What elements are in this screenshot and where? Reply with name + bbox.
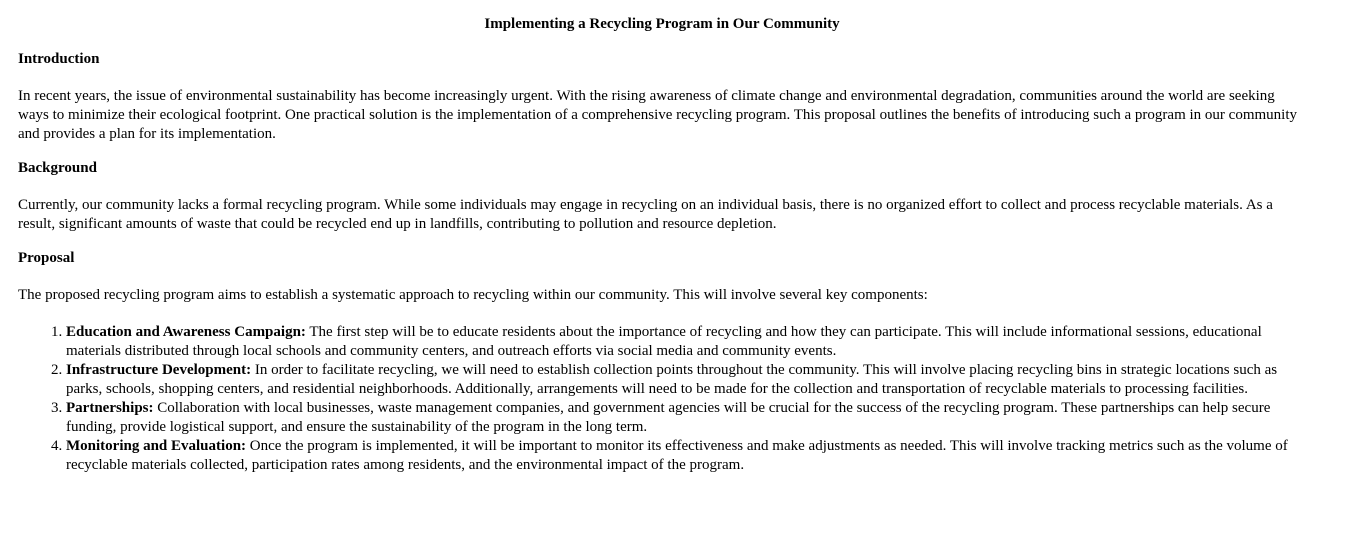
proposal-heading: Proposal bbox=[18, 250, 75, 266]
list-item-text: In order to facilitate recycling, we will need to establish collection points throughout the community. This will involve placing recycling bins in strategic locations such as parks, schools, shopping centers, and residential neighborhoods. Additionally, arrangements will need to be made for the collection and transportation of recyclable materials to processing facilities. bbox=[66, 362, 1278, 397]
background-heading: Background bbox=[18, 160, 97, 176]
proposal-components-list bbox=[18, 323, 1306, 475]
list-item-title: Education and Awareness Campaign: bbox=[66, 324, 306, 340]
list-item bbox=[66, 361, 1306, 399]
list-item-title: Infrastructure Development: bbox=[66, 362, 252, 378]
list-item-text: Collaboration with local businesses, waste management companies, and government agencies will be crucial for the success of the recycling program. These partnerships can help secure funding, provide logistical support, and ensure the sustainability of the program in the long term. bbox=[66, 400, 1271, 435]
introduction-heading: Introduction bbox=[18, 51, 100, 67]
document-title: Implementing a Recycling Program in Our Community bbox=[484, 16, 840, 32]
list-item-text: Once the program is implemented, it will be important to monitor its effectiveness and make adjustments as needed. This will involve tracking metrics such as the volume of recyclable materials collected, participation rates among residents, and the environmental impact of the program. bbox=[66, 438, 1288, 473]
background-paragraph: Currently, our community lacks a formal recycling program. While some individuals may engage in recycling on an individual basis, there is no organized effort to collect and process recyclable materials. As a result, significant amounts of waste that could be recycled end up in landfills, contributing to pollution and resource depletion. bbox=[18, 197, 1273, 232]
list-item-text: The first step will be to educate residents about the importance of recycling and how they can participate. This will include informational sessions, educational materials distributed through local schools and community centers, and outreach efforts via social media and community events. bbox=[66, 324, 1262, 359]
list-item-title: Monitoring and Evaluation: bbox=[66, 438, 247, 454]
introduction-paragraph: In recent years, the issue of environmental sustainability has become increasingly urgent. With the rising awareness of climate change and environmental degradation, communities around the world are seeking ways to minimize their ecological footprint. One practical solution is the implementation of a comprehensive recycling program. This proposal outlines the benefits of introducing such a program in our community and provides a plan for its implementation. bbox=[18, 88, 1297, 142]
list-item-title: Partnerships: bbox=[66, 400, 154, 416]
proposal-paragraph: The proposed recycling program aims to establish a systematic approach to recycling within our community. This will involve several key components: bbox=[18, 287, 928, 303]
document-page bbox=[0, 13, 1352, 475]
list-item bbox=[66, 437, 1306, 475]
list-item bbox=[66, 323, 1306, 361]
list-item bbox=[66, 399, 1306, 437]
